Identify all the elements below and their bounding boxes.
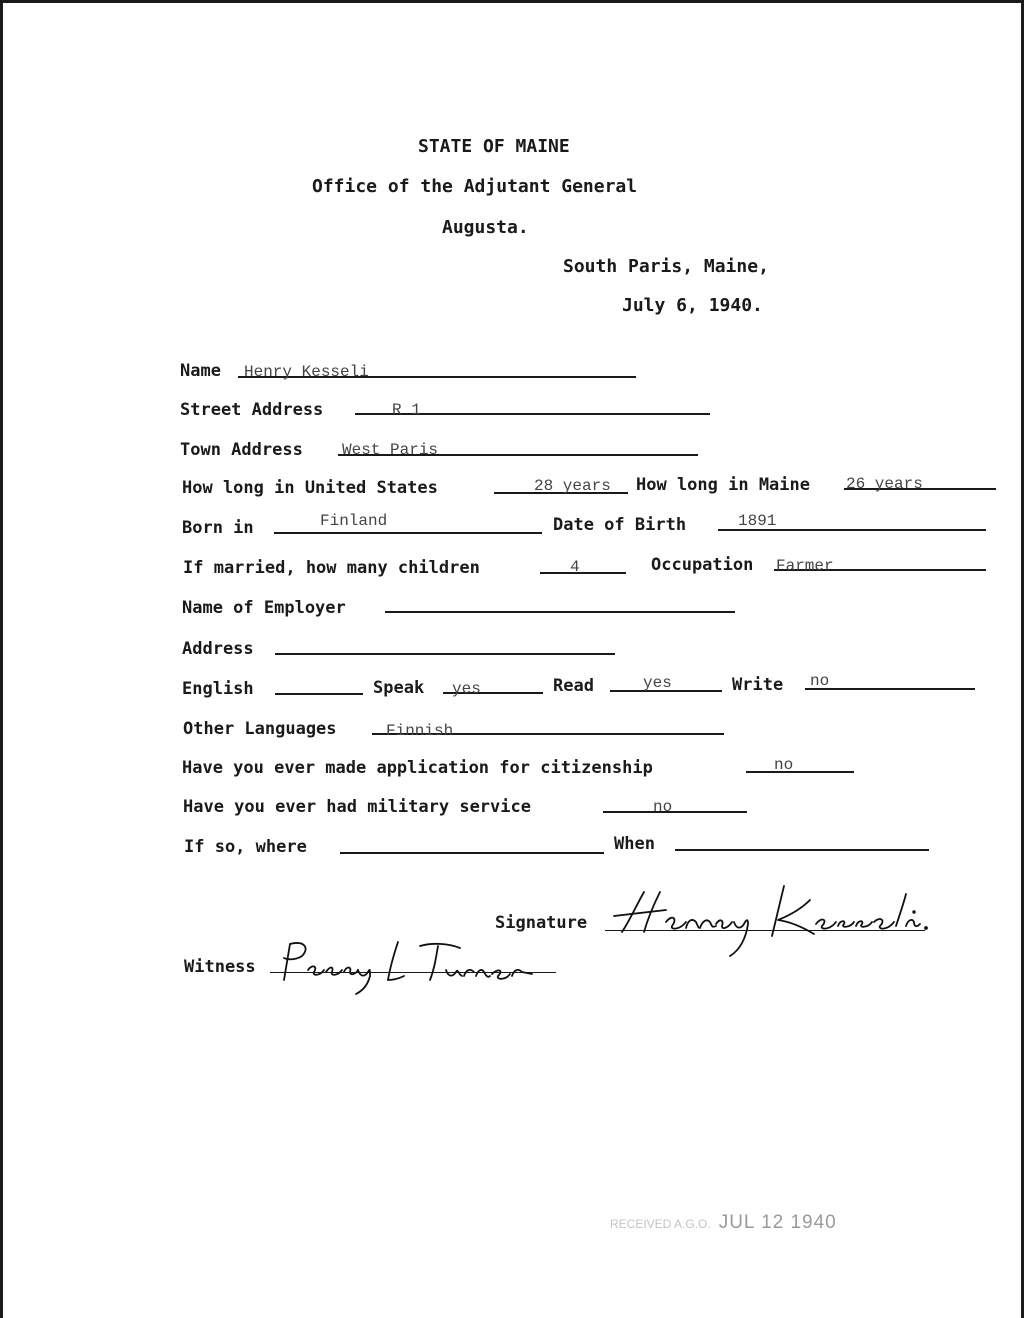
- read-value: yes: [643, 674, 672, 692]
- occupation-label: Occupation: [651, 555, 754, 575]
- occupation-value: Farmer: [776, 557, 834, 575]
- name-label: Name: [180, 361, 221, 381]
- other-languages-value: Finnish: [386, 722, 454, 740]
- employer-label: Name of Employer: [182, 598, 346, 618]
- header-office: Office of the Adjutant General: [312, 176, 638, 197]
- read-label: Read: [553, 676, 594, 696]
- born-in-value: Finland: [320, 512, 388, 530]
- received-stamp: [610, 1212, 837, 1234]
- english-line: [275, 693, 363, 695]
- write-line: [805, 688, 975, 690]
- where-label: If so, where: [184, 837, 307, 857]
- maine-years-label: How long in Maine: [636, 475, 810, 495]
- us-years-label: How long in United States: [182, 478, 438, 498]
- citizenship-label: Have you ever made application for citizenship: [182, 758, 653, 778]
- employer-line: [385, 611, 735, 613]
- header-state: STATE OF MAINE: [418, 136, 570, 157]
- military-line: [603, 811, 747, 813]
- street-label: Street Address: [180, 400, 324, 420]
- scan-border-top: [0, 0, 1024, 3]
- children-line: [540, 572, 626, 574]
- received-stamp-date: JUL 12 1940: [718, 1212, 837, 1233]
- citizenship-line: [746, 771, 854, 773]
- dob-label: Date of Birth: [553, 515, 687, 535]
- signature-label: Signature: [495, 913, 588, 933]
- other-languages-label: Other Languages: [183, 719, 337, 739]
- address-line: [275, 653, 615, 655]
- children-value: 4: [570, 558, 580, 576]
- header-place: South Paris, Maine,: [563, 256, 769, 277]
- witness-label: Witness: [184, 957, 256, 977]
- town-label: Town Address: [180, 440, 303, 460]
- where-line: [340, 852, 604, 854]
- maine-years-value: 26 years: [846, 475, 923, 493]
- address-label: Address: [182, 639, 254, 659]
- street-value: R 1: [392, 401, 421, 419]
- citizenship-value: no: [774, 756, 794, 774]
- us-years-value: 28 years: [534, 477, 611, 495]
- speak-label: Speak: [373, 678, 425, 698]
- town-value: West Paris: [342, 441, 439, 459]
- write-label: Write: [732, 675, 784, 695]
- when-line: [675, 849, 929, 851]
- born-in-line: [274, 532, 542, 534]
- header-city: Augusta.: [442, 217, 529, 238]
- dob-value: 1891: [738, 512, 777, 530]
- header-date: July 6, 1940.: [622, 295, 763, 316]
- children-label: If married, how many children: [183, 558, 480, 578]
- write-value: no: [810, 672, 830, 690]
- speak-value: yes: [452, 680, 481, 698]
- signature-handwriting: [600, 880, 930, 960]
- scan-border-left: [0, 0, 3, 1318]
- name-value: Henry Kesseli: [244, 363, 369, 381]
- english-label: English: [182, 679, 254, 699]
- born-in-label: Born in: [182, 518, 254, 538]
- witness-handwriting: [270, 930, 550, 1000]
- when-label: When: [614, 834, 655, 854]
- received-stamp-prefix: RECEIVED A.G.O.: [610, 1217, 711, 1231]
- military-value: no: [653, 798, 673, 816]
- military-label: Have you ever had military service: [183, 797, 531, 817]
